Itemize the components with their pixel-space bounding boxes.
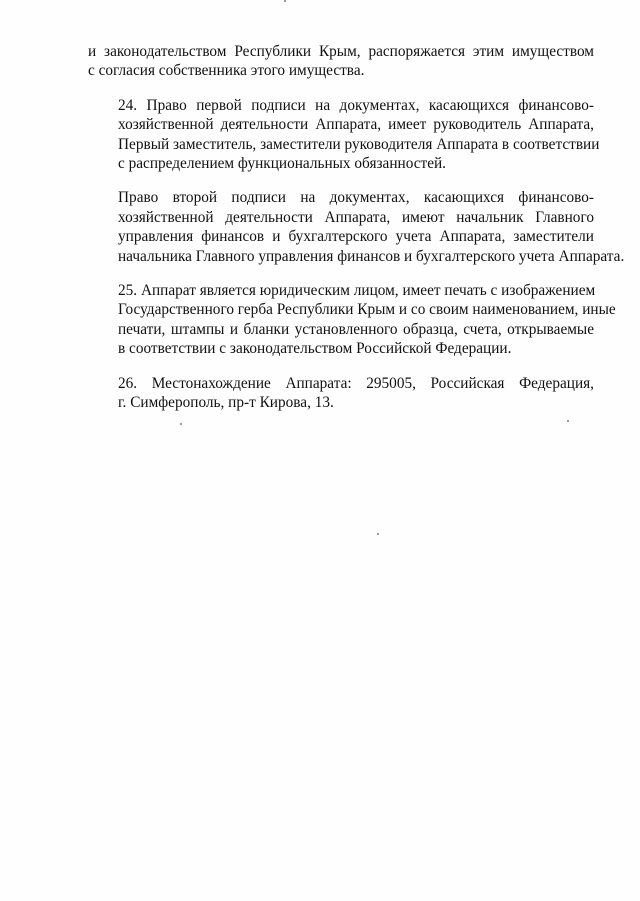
text-line: хозяйственной деятельности Аппарата, имеют начальник Главного: [118, 208, 594, 226]
text-line: с распределением функциональных обязанностей.: [118, 155, 446, 173]
text-line: начальника Главного управления финансов и бухгалтерского учета Аппарата.: [118, 247, 625, 265]
scan-speck: [567, 420, 569, 422]
text-line: хозяйственной деятельности Аппарата, имеет руководитель Аппарата,: [118, 116, 594, 134]
scan-speck: [284, 0, 286, 2]
paragraph-item-25: [88, 281, 616, 359]
scan-speck: [180, 423, 182, 425]
text-line: 25. Аппарат является юридическим лицом, имеет печать с изображением: [118, 282, 596, 300]
text-line: в соответствии с законодательством Российской Федерации.: [118, 340, 512, 358]
text-line: Право второй подписи на документах, касающихся финансово-: [118, 189, 594, 207]
paragraph-continuation: [88, 42, 594, 81]
text-line: Государственного герба Республики Крым и со своим наименованием, иные: [118, 301, 616, 319]
text-line: г. Симферополь, пр-т Кирова, 13.: [118, 394, 334, 412]
document-body: [88, 42, 625, 428]
text-line: 26. Местонахождение Аппарата: 295005, Российская Федерация,: [118, 374, 594, 392]
text-line: печати, штампы и бланки установленного образца, счета, открываемые: [118, 320, 594, 338]
text-line: с согласия собственника этого имущества.: [88, 62, 365, 80]
scan-speck: [377, 533, 379, 535]
text-line: управления финансов и бухгалтерского учета Аппарата, заместители: [118, 228, 594, 246]
paragraph-second-signature: [88, 188, 625, 266]
paragraph-item-26: [88, 374, 594, 413]
text-line: 24. Право первой подписи на документах, касающихся финансово-: [118, 96, 594, 114]
text-line: Первый заместитель, заместители руководителя Аппарата в соответствии: [118, 135, 600, 153]
text-line: и законодательством Республики Крым, распоряжается этим имуществом: [88, 43, 594, 60]
paragraph-item-24: [88, 96, 600, 174]
